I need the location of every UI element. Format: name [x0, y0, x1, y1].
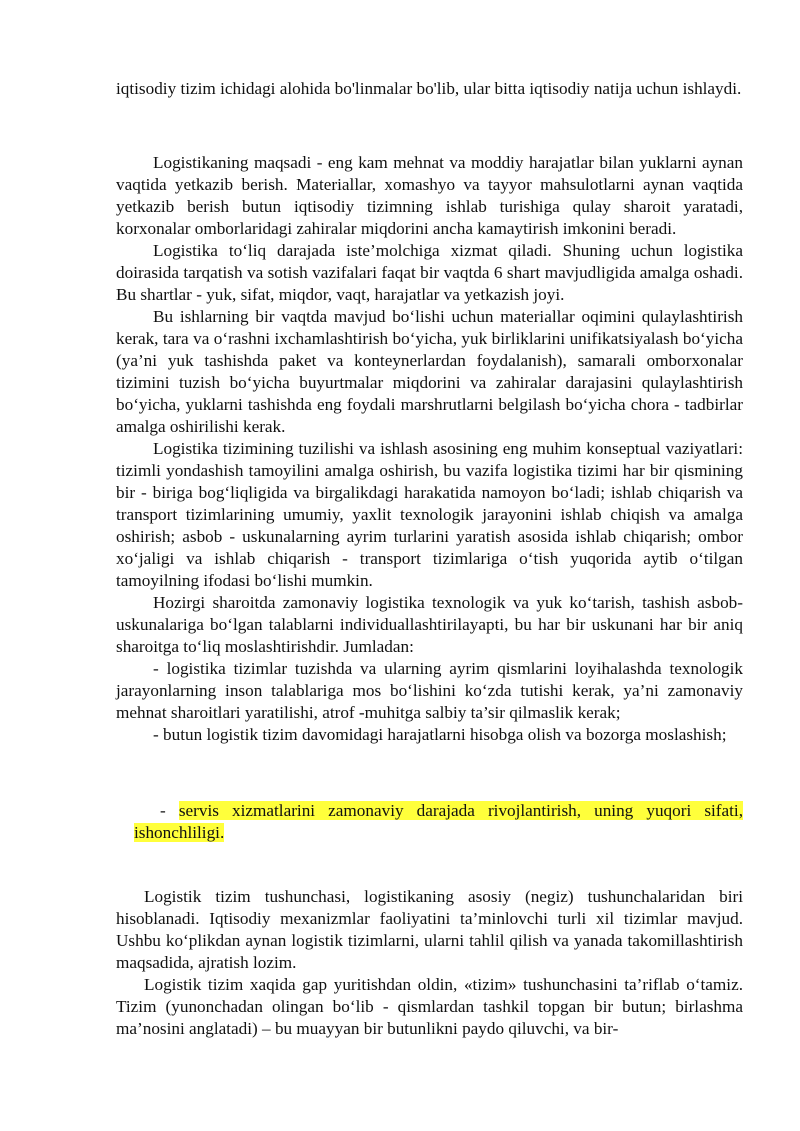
list-item-service — [134, 800, 743, 844]
paragraph-consumer: Logistika to‘liq darajada iste’molchiga xizmat qiladi. Shuning uchun logistika doirasida tarqatish va sotish vazifalari faqat bir vaqtda 6 shart mavjudligida amalga oshadi. Bu shartlar - yuk, sifat, miqdor, vaqt, harajatlar va yetkazish joyi. — [116, 241, 743, 304]
paragraph-conditions: Bu ishlarning bir vaqtda mavjud bo‘lishi uchun materiallar oqimini qulaylashtirish kerak, tara va o‘rashni ixchamlashtirish bo‘yicha, yuk birliklarini unifikatsiyalash bo‘yicha (ya’ni yuk tashishda paket va konteynerlardan foydalanish), samarali omborxonalar tizimini tuzish bo‘yicha buyurtmalar miqdorini va zahiralar darajasini qulaylashtirish bo‘yicha, yuklarni tashishda eng foydali marshrutlarni belgilash bo‘yicha chora - tadbirlar amalga oshirilishi kerak. — [116, 307, 743, 436]
paragraph-modern: Hozirgi sharoitda zamonaviy logistika texnologik va yuk ko‘tarish, tashish asbob-uskunalariga bo‘lgan talablarni individuallashtirilayapti, bu har bir uskunani har bir aniq sharoitga to‘liq moslashtirishdir. Jumladan: — [116, 593, 743, 656]
section-logistic-system — [116, 886, 743, 1040]
main-body — [116, 152, 743, 746]
list-item-costs: - butun logistik tizim davomidagi harajatlarni hisobga olish va bozorga moslashish; — [153, 725, 727, 744]
paragraph-system-definition: Logistik tizim xaqida gap yuritishdan oldin, «tizim» tushunchasini ta’riflab o‘tamiz. Tizim (yunonchadan olingan bo‘lib - qismlardan tashkil topgan bir butun; birlashma ma’nosini anglatadi) – bu muayyan bir butunlikni paydo qiluvchi, va bir- — [116, 975, 743, 1038]
paragraph-goal: Logistikaning maqsadi - eng kam mehnat va moddiy harajatlar bilan yuklarni aynan vaqtida yetkazib berish. Materiallar, xomashyo va tayyor mahsulotlarni aynan vaqtida yetkazib berish butun iqtisodiy tizimning ishlab turishiga qulay sharoit yaratadi, korxonalar omborlaridagi zahiralar miqdorini ancha kamaytirish imkonini beradi. — [116, 153, 743, 238]
highlighted-text: servis xizmatlarini zamonaviy darajada rivojlantirish, uning yuqori sifati, ishonchliligi. — [134, 801, 743, 842]
list-dash: - — [160, 801, 179, 820]
list-item-ergonomics: - logistika tizimlar tuzishda va ularning ayrim qismlarini loyihalashda texnologik jarayonlarning inson talablariga mos bo‘lishini ko‘zda tutishi kerak, ya’ni zamonaviy mehnat sharoitlari yaratilishi, atrof -muhitga salbiy ta’sir qilmaslik kerak; — [116, 659, 743, 722]
paragraph-concept: Logistik tizim tushunchasi, logistikaning asosiy (negiz) tushunchalaridan biri hisoblanadi. Iqtisodiy mexanizmlar faoliyatini ta’minlovchi turli xil tizimlar mavjud. Ushbu ko‘plikdan aynan logistik tizimlarni, ularni tahlil qilish va yanada takomillashtirish maqsadida, ajratish lozim. — [116, 887, 743, 972]
paragraph-structure: Logistika tizimining tuzilishi va ishlash asosining eng muhim konseptual vaziyatlari: tizimli yondashish tamoyilini amalga oshirish, bu vazifa logistika tizimi har bir qismining bir - biriga bog‘liqligida va birgalikdagi harakatida namoyon bo‘ladi; ishlab chiqarish va transport tizimlarining umumiy, yaxlit texnologik jarayonini ishlab chiqish va amalga oshirish; asbob - uskunalarning ayrim turlarini yaratish asosida ishlab chiqarish; ombor xo‘jaligi va ishlab chiqarish - transport tizimlariga o‘tish yuqorida aytib o‘tilgan tamoyilning ifodasi bo‘lishi mumkin. — [116, 439, 743, 590]
paragraph-intro: iqtisodiy tizim ichidagi alohida bo'linmalar bo'lib, ular bitta iqtisodiy natija uchun ishlaydi. — [116, 79, 742, 98]
